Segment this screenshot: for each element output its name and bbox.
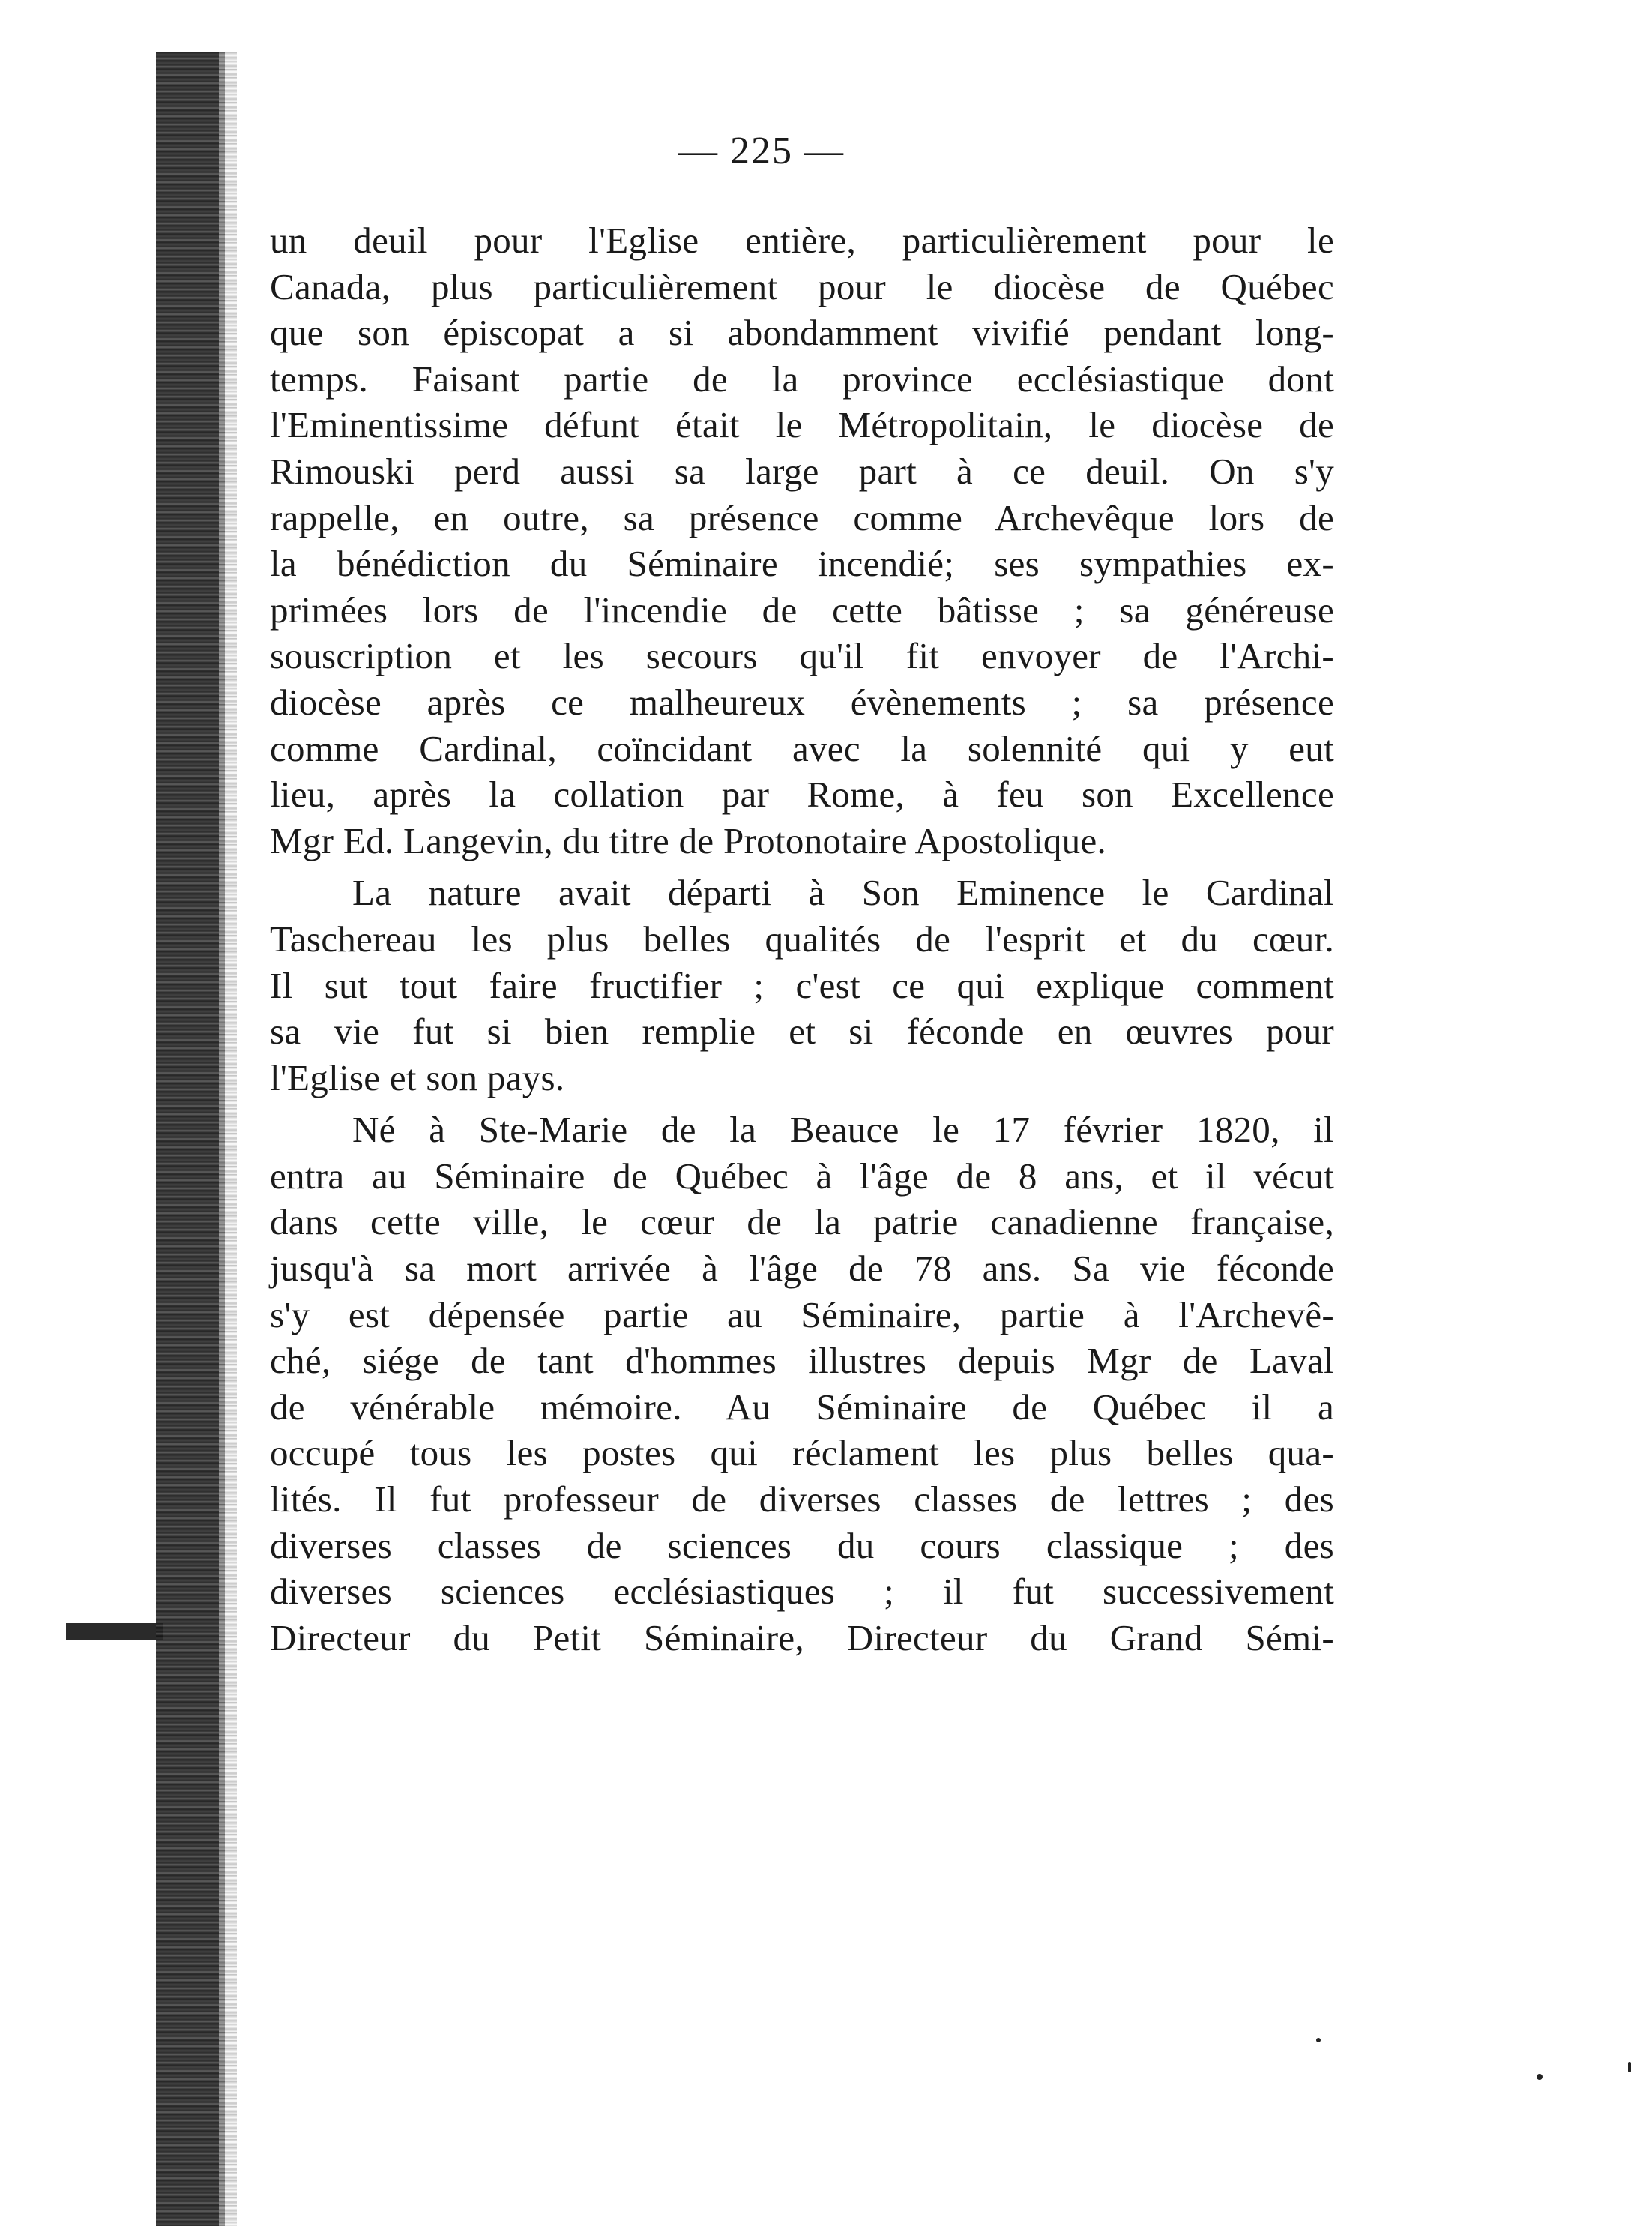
text-line: ché, siége de tant d'hommes illustres depuis Mgr de Laval [270,1340,1334,1382]
binding-gutter [156,52,225,2226]
text-line: comme Cardinal, coïncidant avec la solennité qui y eut [270,727,1334,769]
paragraph-3 [270,1107,1334,1661]
text-line: occupé tous les postes qui réclament les plus belles qua- [270,1432,1334,1474]
text-line: la bénédiction du Séminaire incendié; ses sympathies ex- [270,543,1334,585]
text-line: lieu, après la collation par Rome, à feu son Excellence [270,774,1334,816]
text-line: diverses classes de sciences du cours classique ; des [270,1524,1334,1566]
text-line: sa vie fut si bien remplie et si féconde en œuvres pour [270,1011,1334,1053]
gutter-edge [219,52,237,2226]
page-number: — 225 — [678,130,845,172]
text-line: de vénérable mémoire. Au Séminaire de Québec il a [270,1386,1334,1428]
text-line: rappelle, en outre, sa présence comme Archevêque lors de [270,496,1334,538]
scan-speck [1628,2062,1631,2072]
printer-rule [66,1623,163,1640]
text-line: dans cette ville, le cœur de la patrie canadienne française, [270,1201,1334,1243]
page-body [270,217,1334,1661]
scan-speck [1537,2074,1543,2080]
text-line: Rimouski perd aussi sa large part à ce deuil. On s'y [270,450,1334,492]
paragraph-1 [270,217,1334,864]
text-line: Mgr Ed. Langevin, du titre de Protonotaire Apostolique. [270,819,1107,861]
facing-page-fragments [0,0,169,2226]
text-line: l'Eglise et son pays. [270,1056,565,1098]
text-line: La nature avait départi à Son Eminence le Cardinal [352,872,1334,914]
text-line: que son épiscopat a si abondamment vivifié pendant long- [270,312,1334,354]
text-line: entra au Séminaire de Québec à l'âge de 8 ans, et il vécut [270,1155,1334,1197]
text-line: Taschereau les plus belles qualités de l'esprit et du cœur. [270,918,1334,960]
text-line: temps. Faisant partie de la province ecclésiastique dont [270,358,1334,400]
text-line: Directeur du Petit Séminaire, Directeur du Grand Sémi- [270,1616,1334,1658]
text-line: l'Eminentissime défunt était le Métropolitain, le diocèse de [270,404,1334,446]
text-line: s'y est dépensée partie au Séminaire, partie à l'Archevê- [270,1293,1334,1335]
text-line: souscription et les secours qu'il fit envoyer de l'Archi- [270,635,1334,677]
text-line: Il sut tout faire fructifier ; c'est ce qui explique comment [270,964,1334,1006]
text-line: diverses sciences ecclésiastiques ; il fut successivement [270,1571,1334,1613]
text-line: jusqu'à sa mort arrivée à l'âge de 78 ans. Sa vie féconde [270,1248,1334,1290]
text-line: Canada, plus particulièrement pour le diocèse de Québec [270,265,1334,307]
text-line: Né à Ste-Marie de la Beauce le 17 février 1820, il [352,1109,1334,1151]
text-line: un deuil pour l'Eglise entière, particulièrement pour le [270,220,1334,261]
paragraph-2 [270,870,1334,1101]
text-line: lités. Il fut professeur de diverses classes de lettres ; des [270,1479,1334,1520]
text-line: diocèse après ce malheureux évènements ; sa présence [270,681,1334,723]
text-line: primées lors de l'incendie de cette bâtisse ; sa généreuse [270,589,1334,631]
scan-speck [1316,2038,1321,2042]
